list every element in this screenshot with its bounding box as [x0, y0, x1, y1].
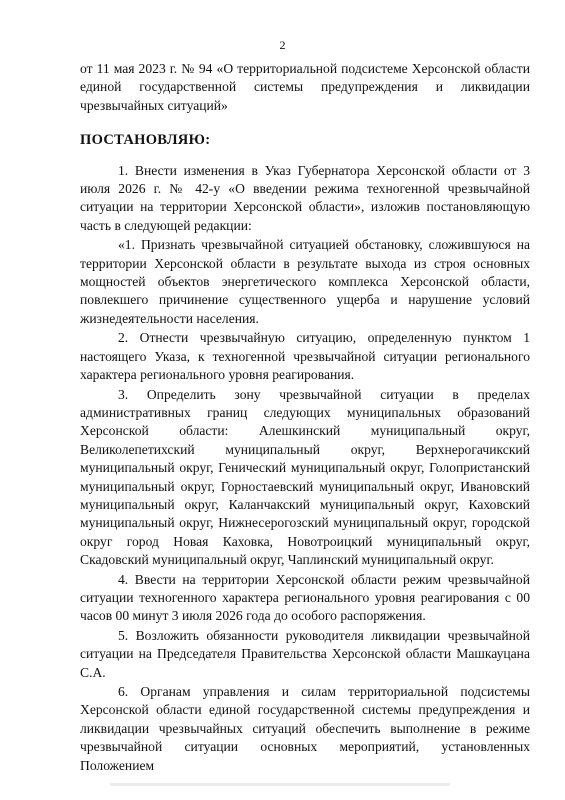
intro-text: от 11 мая 2023 г. № 94 «О территориальной подсистеме Херсонской области единой государственной системы предупреждения и ликвидации чрезвычайных ситуаций» — [80, 61, 530, 113]
scan-artifact — [110, 783, 450, 786]
paragraph-5: 5. Возложить обязанности руководителя ликвидации чрезвычайной ситуации на Председателя Правительства Херсонской области Машкауцана С.А. — [80, 627, 530, 680]
decree-heading: ПОСТАНОВЛЯЮ: — [80, 132, 211, 149]
document-body — [80, 60, 530, 776]
page-number: 2 — [279, 38, 286, 52]
paragraph-1-quoted: «1. Признать чрезвычайной ситуацией обстановку, сложившуюся на территории Херсонской области в результате выхода из строя основных мощностей объектов энергетического комплекса Херсонской области, повлекшего причинение существенного ущерба и нарушение условий жизнедеятельности населения. — [80, 237, 530, 326]
paragraph-3: 3. Определить зону чрезвычайной ситуации в пределах административных границ следующих муниципальных образований Херсонской области: Алешкинский муниципальный округ, Великолепетихский муниципальный округ, Верхнерогачикский муниципальный округ, Генический муниципальный округ, Голопристанский муниципальный округ, Горностаевский муниципальный округ, Ивановский муниципальный округ, Каланчакский муниципальный округ, Каховский муниципальный округ, Нижнесерогозский муниципальный округ, городской округ город Новая Каховка, Новотроицкий муниципальный округ, Скадовский муниципальный округ, Чаплинский муниципальный округ. — [80, 386, 530, 568]
paragraph-4: 4. Ввести на территории Херсонской области режим чрезвычайной ситуации техногенного характера регионального уровня реагирования с 00 часов 00 минут 3 июля 2026 года до особого распоряжения. — [80, 571, 530, 624]
paragraph-2: 2. Отнести чрезвычайную ситуацию, определенную пунктом 1 настоящего Указа, к техногенной чрезвычайной ситуации регионального характера регионального уровня реагирования. — [80, 330, 530, 383]
paragraph-1: 1. Внести изменения в Указ Губернатора Херсонской области от 3 июля 2026 г. № 42-у «О введении режима техногенной чрезвычайной ситуации на территории Херсонской области», изложив постановляющую часть в следующей редакции: — [80, 162, 530, 233]
paragraph-6: 6. Органам управления и силам территориальной подсистемы Херсонской области единой государственной системы предупреждения и ликвидации чрезвычайных ситуаций обеспечить выполнение в режиме чрезвычайной ситуации основных мероприятий, установленных Положением — [80, 684, 530, 773]
